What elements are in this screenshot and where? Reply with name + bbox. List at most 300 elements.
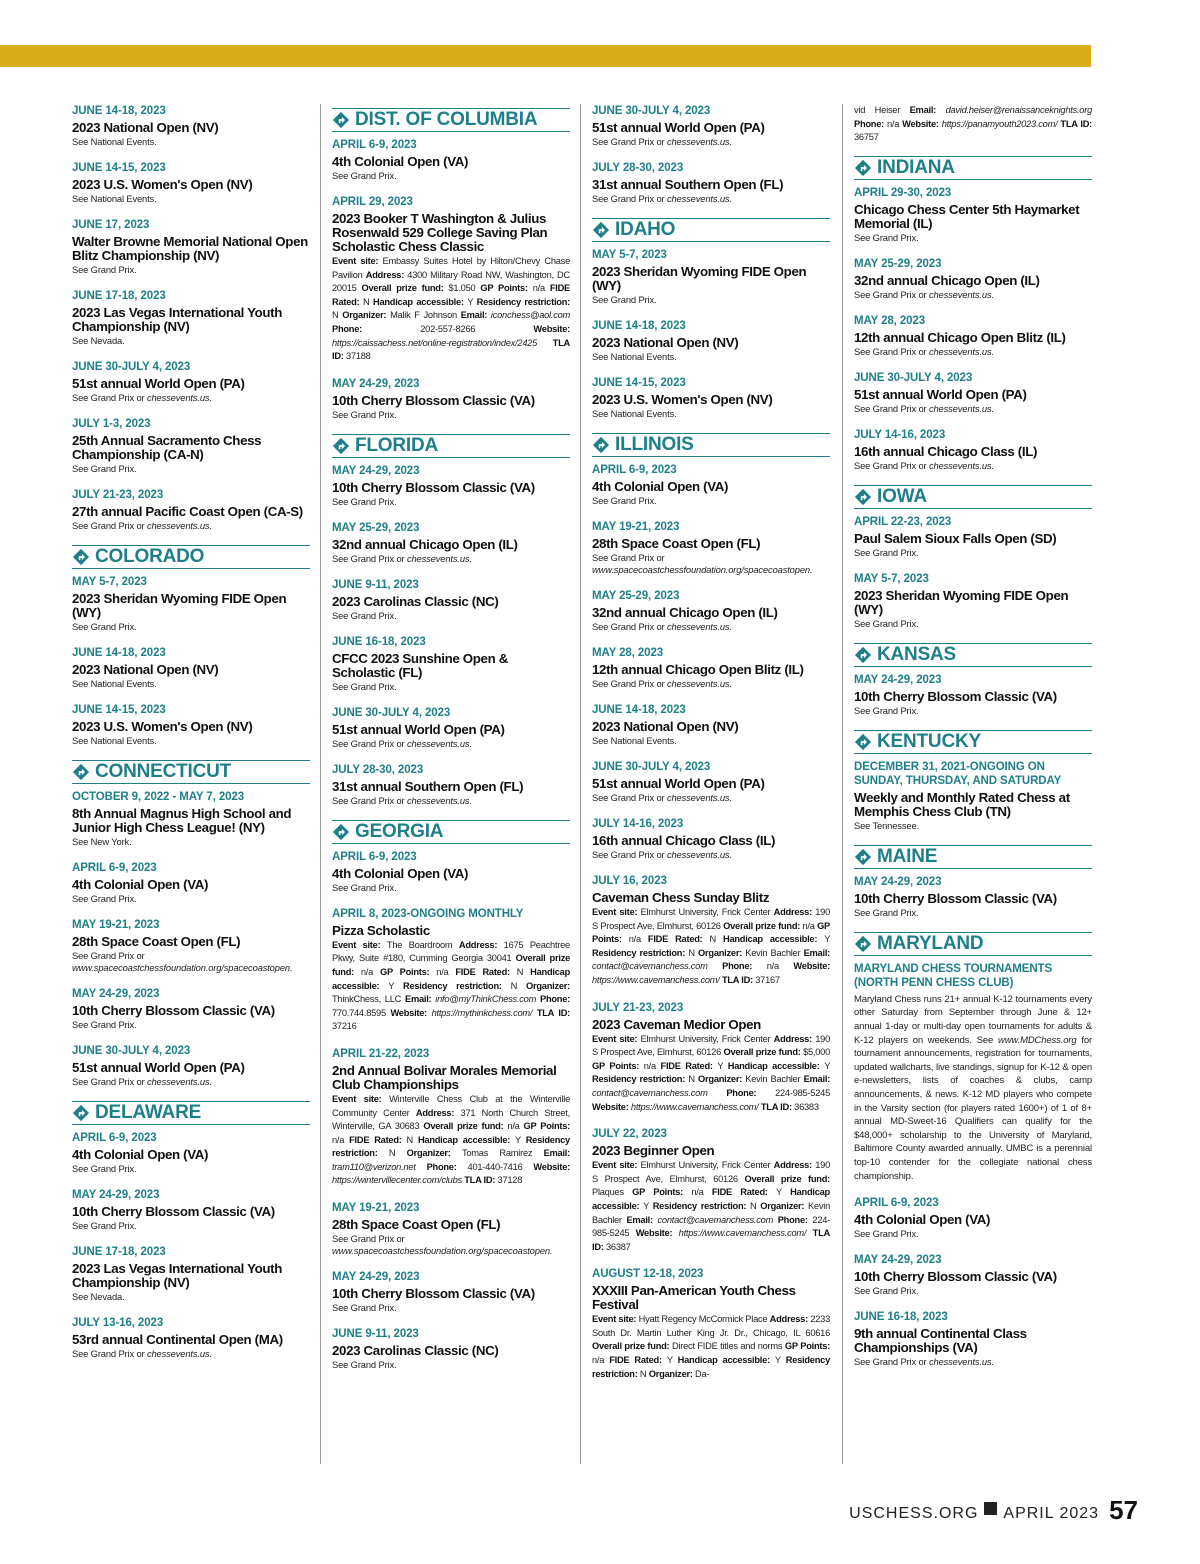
event-note [854, 403, 1092, 415]
event-title: 51st annual World Open (PA) [854, 386, 1027, 402]
event-note-text: See National Events. [592, 735, 677, 746]
event-note-text: See Grand Prix or [854, 345, 929, 357]
event-title: 10th Cherry Blossom Classic (VA) [854, 890, 1057, 906]
event-title: 2023 Beginner Open [592, 1143, 715, 1159]
detail-label: Overall prize fund: [723, 920, 803, 931]
event-listing [854, 1196, 1092, 1240]
event-note [592, 408, 830, 420]
event-listing [592, 589, 830, 633]
event-date: JUNE 30-JULY 4, 2023 [72, 1045, 191, 1057]
state-marker-icon [854, 646, 872, 664]
event-date: APRIL 22-23, 2023 [854, 515, 952, 528]
event-listing [332, 195, 570, 364]
event-listing [332, 578, 570, 622]
detail-text: Y [515, 1134, 526, 1145]
event-note [332, 610, 570, 622]
event-title: 2023 U.S. Women's Open (NV) [72, 719, 253, 734]
event-date: JUNE 16-18, 2023 [854, 1311, 948, 1324]
event-listing [332, 635, 570, 693]
event-note-text: See Nevada. [72, 1291, 125, 1302]
event-listing [332, 138, 570, 182]
detail-link: https://www.cavemanchess.com/ [592, 974, 722, 985]
detail-text: Y [774, 1355, 786, 1366]
event-note [72, 950, 310, 974]
event-date: MAY 25-29, 2023 [332, 521, 420, 534]
state-name: KANSAS [877, 643, 957, 665]
detail-label: Email: [626, 1214, 658, 1225]
event-note-text: See Grand Prix. [72, 893, 137, 904]
event-note-text: See Grand Prix or [332, 794, 407, 806]
detail-text: vid Heiser [854, 105, 910, 115]
state-name: DELAWARE [95, 1102, 202, 1123]
detail-label: GP Points: [632, 1187, 692, 1198]
detail-label: Event site: [592, 1033, 641, 1044]
detail-text: Y [643, 1200, 653, 1211]
detail-text: n/a [691, 1187, 712, 1198]
event-date: JULY 14-16, 2023 [854, 428, 946, 441]
event-title: 51st annual World Open (PA) [72, 376, 245, 391]
event-listing [592, 646, 830, 690]
detail-text: Y [776, 1187, 791, 1198]
event-details [332, 255, 570, 364]
event-date: MAY 5-7, 2023 [592, 249, 667, 261]
detail-link: https://wintervillecenter.com/clubs [332, 1175, 465, 1186]
event-title: 4th Colonial Open (VA) [332, 865, 469, 881]
event-date: MAY 24-29, 2023 [854, 875, 942, 888]
event-note-text: See Grand Prix or [332, 552, 407, 564]
event-date: JULY 1-3, 2023 [72, 418, 151, 430]
detail-text: n/a [643, 1060, 661, 1071]
detail-text: 37128 [497, 1175, 523, 1186]
event-title: 31st annual Southern Open (FL) [592, 177, 784, 192]
state-name: INDIANA [877, 156, 955, 178]
detail-label: Address: [773, 1033, 816, 1044]
event-note-text: See Grand Prix. [332, 609, 397, 621]
event-note-text: See Grand Prix or [592, 792, 667, 803]
detail-text: Malik F Johnson [390, 310, 461, 321]
event-listing [592, 703, 830, 747]
detail-link: https://mythinkchess.com/ [431, 1007, 537, 1018]
event-note-text: See Grand Prix. [592, 495, 657, 506]
event-date: MAY 24-29, 2023 [332, 464, 420, 477]
detail-text: N [709, 934, 723, 945]
event-note [72, 193, 310, 205]
event-note-link: www.spacecoastchessfoundation.org/spacecoastopen. [332, 1245, 553, 1257]
detail-label: Overall prize fund: [723, 1047, 804, 1058]
event-date: JUNE 30-JULY 4, 2023 [72, 361, 191, 373]
event-note-text: See New York. [72, 836, 132, 847]
state-heading [72, 760, 310, 784]
detail-label: FIDE Rated: [660, 1060, 718, 1071]
event-title: 2023 Sheridan Wyoming FIDE Open (WY) [72, 591, 287, 620]
detail-text: The Boardroom [386, 939, 459, 950]
event-date: JUNE 17, 2023 [72, 219, 150, 231]
detail-text: 4300 Military Road NW, Washington, DC 20015 [332, 269, 570, 294]
detail-label: Overall prize fund: [361, 283, 449, 294]
event-date: MAY 24-29, 2023 [854, 673, 942, 686]
detail-link: david.heiser@renaissanceknights.org [945, 105, 1092, 115]
event-listing [854, 1253, 1092, 1297]
event-listing [592, 463, 830, 507]
event-note-text: See Grand Prix or [854, 1356, 929, 1368]
detail-text: n/a [332, 1134, 350, 1145]
state-name: COLORADO [95, 546, 205, 567]
event-title: 2023 National Open (NV) [72, 662, 219, 677]
event-note [72, 1076, 310, 1088]
detail-text: Da- [695, 1368, 710, 1379]
event-note-link: chessevents.us. [928, 288, 994, 300]
description-text: Maryland Chess runs 21+ annual K-12 tournaments every other Saturday from September through June & 12+ annual 1-day or multi-day open tournaments for adults & K-12 players on weekends. See [854, 993, 1092, 1046]
event-date: MAY 25-29, 2023 [592, 590, 680, 602]
detail-label: Handicap accessible: [372, 296, 468, 307]
event-note-text: See Grand Prix. [332, 170, 397, 181]
event-title: 32nd annual Chicago Open (IL) [592, 605, 778, 620]
event-listing [332, 1327, 570, 1371]
event-note [854, 618, 1092, 630]
event-listing [332, 706, 570, 750]
detail-text: Y [467, 296, 477, 307]
detail-label: Website: [533, 323, 570, 334]
detail-label: Event site: [592, 1160, 641, 1171]
event-listing [332, 907, 570, 1034]
event-note-text: See Nevada. [72, 335, 125, 346]
state-marker-icon [854, 733, 872, 751]
column-divider [842, 104, 843, 1464]
state-marker-icon [854, 488, 872, 506]
event-title: 2023 Sheridan Wyoming FIDE Open (WY) [854, 587, 1069, 617]
detail-link: contact@cavemanchess.com [592, 961, 723, 972]
state-heading [72, 545, 310, 569]
event-note [332, 738, 570, 750]
detail-text: 371 North Church Street, Winterville, GA 30683 [332, 1107, 570, 1132]
event-note-link: chessevents.us. [666, 678, 732, 689]
event-date: JUNE 30-JULY 4, 2023 [592, 761, 711, 773]
detail-text: 190 S Prospect Ave, Elmhurst, 60126 [592, 907, 830, 931]
detail-text: Elmhurst University, Frick Center [640, 1160, 774, 1171]
state-marker-icon [72, 548, 90, 566]
event-listing [72, 104, 310, 148]
event-date: JULY 14-16, 2023 [592, 818, 684, 830]
event-title: 12th annual Chicago Open Blitz (IL) [854, 329, 1066, 345]
event-note [332, 409, 570, 421]
event-title: 28th Space Coast Open (FL) [592, 536, 761, 551]
event-note-text: See Grand Prix or [72, 520, 147, 531]
event-note-text: See Grand Prix. [854, 1228, 919, 1240]
event-title: 51st annual World Open (PA) [332, 721, 505, 737]
event-listing [854, 760, 1092, 832]
state-heading [854, 845, 1092, 869]
event-note [332, 496, 570, 508]
event-listing [72, 646, 310, 690]
listing-column-3 [592, 104, 830, 1394]
event-listing [332, 1047, 570, 1188]
detail-label: GP Points: [592, 1060, 644, 1071]
event-note [854, 705, 1092, 717]
event-listing [72, 575, 310, 633]
event-note-link: chessevents.us. [928, 345, 994, 357]
event-note-link: chessevents.us. [406, 552, 472, 564]
state-heading [332, 108, 570, 132]
page-footer [849, 1496, 1138, 1524]
detail-text: n/a [532, 283, 550, 294]
detail-link: contact@cavemanchess.com [592, 1087, 727, 1098]
detail-label: Organizer: [698, 947, 746, 958]
state-marker-icon [854, 848, 872, 866]
event-listing [72, 918, 310, 974]
event-note-text: See Tennessee. [854, 819, 919, 831]
event-note-text: See Grand Prix or [592, 552, 665, 563]
event-title: 4th Colonial Open (VA) [72, 1147, 209, 1162]
detail-label: Event site: [332, 1093, 390, 1104]
state-name: KENTUCKY [877, 730, 981, 752]
detail-label: FIDE Rated: [349, 1134, 407, 1145]
event-title: Weekly and Monthly Rated Chess at Memphis Chess Club (TN) [854, 789, 1070, 819]
detail-label: Residency restriction: [652, 1200, 751, 1211]
event-listing [332, 1201, 570, 1257]
event-note [72, 836, 310, 848]
event-note [592, 552, 830, 576]
event-details [332, 1093, 570, 1188]
event-listing [592, 874, 830, 988]
state-heading [72, 1101, 310, 1125]
event-date: MAY 24-29, 2023 [854, 1254, 942, 1267]
event-listing [854, 673, 1092, 717]
detail-label: GP Points: [480, 283, 533, 294]
event-listing [854, 428, 1092, 472]
event-title: 2023 National Open (NV) [592, 719, 739, 734]
event-note-text: See National Events. [72, 678, 157, 689]
detail-label: Website: [902, 118, 942, 129]
state-name: MAINE [877, 845, 938, 867]
detail-text: 36757 [854, 132, 879, 143]
detail-label: Organizer: [698, 1074, 746, 1085]
event-note-link: chessevents.us. [666, 849, 732, 860]
event-note-link: chessevents.us. [928, 459, 994, 471]
event-note [72, 520, 310, 532]
event-note [72, 264, 310, 276]
detail-text: Kevin Bachler [592, 1200, 830, 1225]
event-note [72, 136, 310, 148]
event-note-text: See Grand Prix or [854, 288, 929, 300]
event-listing [854, 371, 1092, 415]
event-title: 4th Colonial Open (VA) [592, 479, 729, 494]
event-note [854, 1285, 1092, 1297]
event-note [72, 1019, 310, 1031]
state-heading [854, 730, 1092, 754]
event-note [72, 1348, 310, 1360]
event-note-text: See Grand Prix. [72, 1163, 137, 1174]
detail-label: Organizer: [760, 1200, 808, 1211]
detail-label: Handicap accessible: [332, 966, 571, 991]
event-note-text: See Grand Prix or [592, 678, 667, 689]
detail-label: GP Points: [592, 920, 831, 945]
event-title: 27th annual Pacific Coast Open (CA-S) [72, 504, 303, 519]
event-date: MAY 24-29, 2023 [332, 1271, 420, 1284]
event-note-text: See Grand Prix. [72, 1220, 137, 1231]
column-divider [580, 104, 581, 1464]
event-title: 2023 Carolinas Classic (NC) [332, 593, 499, 609]
event-details-continued [854, 104, 1092, 145]
event-note [592, 621, 830, 633]
detail-label: FIDE Rated: [647, 934, 710, 945]
event-date: APRIL 6-9, 2023 [332, 139, 417, 151]
event-note-link: chessevents.us. [666, 621, 732, 632]
detail-text: 37167 [755, 974, 780, 985]
event-listing [592, 319, 830, 363]
listing-column-2 [332, 104, 570, 1384]
event-date: MAY 5-7, 2023 [72, 576, 147, 588]
detail-label: Phone: [854, 118, 887, 129]
event-note [332, 1302, 570, 1314]
event-listing [592, 104, 830, 148]
event-date: MAY 28, 2023 [592, 647, 664, 659]
listing-column-1 [72, 104, 310, 1373]
event-date: APRIL 29, 2023 [332, 196, 413, 208]
detail-link: contact@cavemanchess.com [657, 1214, 778, 1225]
detail-label: Phone: [722, 961, 767, 972]
event-title: 51st annual World Open (PA) [592, 776, 765, 791]
event-date: APRIL 6-9, 2023 [854, 1197, 939, 1210]
detail-text: 36387 [605, 1241, 631, 1252]
detail-label: Residency restriction: [332, 1134, 570, 1159]
event-date: APRIL 6-9, 2023 [592, 464, 677, 476]
header-color-bar [0, 45, 1091, 67]
event-note-link: chessevents.us. [146, 392, 212, 403]
event-listing [854, 515, 1092, 559]
event-title: 53rd annual Continental Open (MA) [72, 1332, 283, 1347]
event-note-text: See Grand Prix. [854, 704, 919, 716]
detail-link: iconchess@aol.com [490, 310, 571, 321]
event-title: 28th Space Coast Open (FL) [332, 1217, 501, 1233]
state-name: IDAHO [615, 219, 676, 240]
detail-label: Address: [769, 1314, 811, 1325]
event-date: JULY 28-30, 2023 [592, 162, 684, 174]
event-note [72, 1220, 310, 1232]
event-note-text: See Grand Prix. [332, 881, 397, 893]
event-title: Caveman Chess Sunday Blitz [592, 890, 770, 905]
detail-text: 770.744.8595 [332, 1007, 391, 1018]
event-listing [332, 850, 570, 894]
event-date: APRIL 29-30, 2023 [854, 186, 952, 199]
detail-text: Tomas Ramirez [461, 1148, 544, 1159]
event-listing [592, 1267, 830, 1381]
event-listing [72, 1044, 310, 1088]
detail-text: 1675 Peachtree Pkwy, Suite #180, Cumming Georgia 30041 [332, 939, 570, 964]
state-heading [332, 820, 570, 844]
event-note-text: See Grand Prix. [332, 1359, 397, 1371]
event-note-link: chessevents.us. [406, 794, 472, 806]
detail-label: Address: [365, 269, 408, 280]
event-title: 28th Space Coast Open (FL) [72, 934, 241, 949]
detail-label: TLA ID: [536, 1007, 570, 1018]
detail-label: Website: [390, 1007, 432, 1018]
event-note-text: See National Events. [72, 193, 157, 204]
detail-label: Email: [460, 310, 491, 321]
event-note-link: chessevents.us. [928, 1356, 994, 1368]
state-name: GEORGIA [355, 820, 444, 842]
detail-label: TLA ID: [760, 1101, 795, 1112]
event-note [854, 547, 1092, 559]
event-note [592, 735, 830, 747]
detail-label: Overall prize fund: [332, 953, 571, 977]
detail-label: Phone: [332, 323, 421, 334]
detail-text: n/a [592, 1355, 610, 1366]
event-note-text: See Grand Prix or [72, 1076, 147, 1087]
detail-label: TLA ID: [721, 974, 756, 985]
event-date: JULY 21-23, 2023 [592, 1001, 684, 1014]
event-note-text: See Grand Prix or [592, 849, 667, 860]
detail-label: TLA ID: [464, 1175, 498, 1186]
detail-text: 190 S Prospect Ave, Elmhurst, 60126 [592, 1033, 830, 1058]
detail-link: https://www.cavemanchess.com/ [678, 1228, 813, 1239]
detail-label: Address: [773, 907, 816, 917]
event-note-text: See Grand Prix or [592, 136, 667, 147]
detail-text: N [688, 947, 699, 958]
event-note [854, 460, 1092, 472]
detail-label: Email: [803, 1074, 830, 1085]
detail-label: Handicap accessible: [727, 1060, 825, 1071]
detail-link: info@myThinkChess.com [435, 994, 540, 1005]
detail-text: N [406, 1134, 418, 1145]
event-listing [332, 763, 570, 807]
detail-text: Plaques [592, 1187, 633, 1198]
detail-text: N [639, 1368, 649, 1379]
event-listing [72, 1188, 310, 1232]
event-details [592, 1159, 830, 1254]
detail-link: https://panamyouth2023.com/ [941, 118, 1061, 129]
event-note-text: See Grand Prix. [332, 408, 397, 420]
detail-label: GP Points: [523, 1121, 570, 1132]
event-note-text: See Grand Prix or [592, 621, 667, 632]
event-note-text: See National Events. [72, 136, 157, 147]
event-listing [72, 360, 310, 404]
detail-label: Residency restriction: [403, 980, 511, 991]
event-note-text: See Grand Prix. [854, 231, 919, 243]
event-listing [72, 1131, 310, 1175]
detail-text: n/a [766, 961, 794, 972]
detail-label: GP Points: [379, 966, 437, 977]
event-note [854, 1356, 1092, 1368]
event-listing [854, 572, 1092, 630]
event-title: 32nd annual Chicago Open (IL) [854, 272, 1040, 288]
detail-label: Address: [773, 1160, 816, 1171]
event-title: 10th Cherry Blossom Classic (VA) [72, 1204, 275, 1219]
detail-label: Email: [405, 994, 436, 1005]
event-note [854, 346, 1092, 358]
event-date: JUNE 14-15, 2023 [72, 162, 166, 174]
event-note [854, 820, 1092, 832]
event-title: 10th Cherry Blossom Classic (VA) [854, 1269, 1057, 1285]
event-date: MAY 5-7, 2023 [854, 572, 929, 585]
detail-label: Website: [635, 1228, 679, 1239]
event-date: APRIL 6-9, 2023 [332, 850, 417, 863]
event-listing [72, 161, 310, 205]
detail-label: Overall prize fund: [592, 1341, 672, 1352]
detail-label: Handicap accessible: [417, 1134, 516, 1145]
event-note-text: See Grand Prix. [72, 264, 137, 275]
detail-text: 2233 South Dr. Martin Luther King Jr. Dr., Chicago, IL 60616 [592, 1314, 830, 1338]
state-marker-icon [854, 935, 872, 953]
detail-text: 202-557-8266 [420, 323, 534, 334]
detail-label: TLA ID: [592, 1228, 830, 1252]
event-note [332, 553, 570, 565]
state-heading [854, 485, 1092, 509]
event-note-text: See Grand Prix. [854, 1285, 919, 1297]
detail-text: 224-985-5245 [775, 1087, 830, 1098]
detail-label: Event site: [592, 907, 641, 917]
event-date: MAY 24-29, 2023 [72, 1189, 160, 1201]
footer-site: USCHESS.ORG APRIL 2023 [849, 1502, 1099, 1524]
